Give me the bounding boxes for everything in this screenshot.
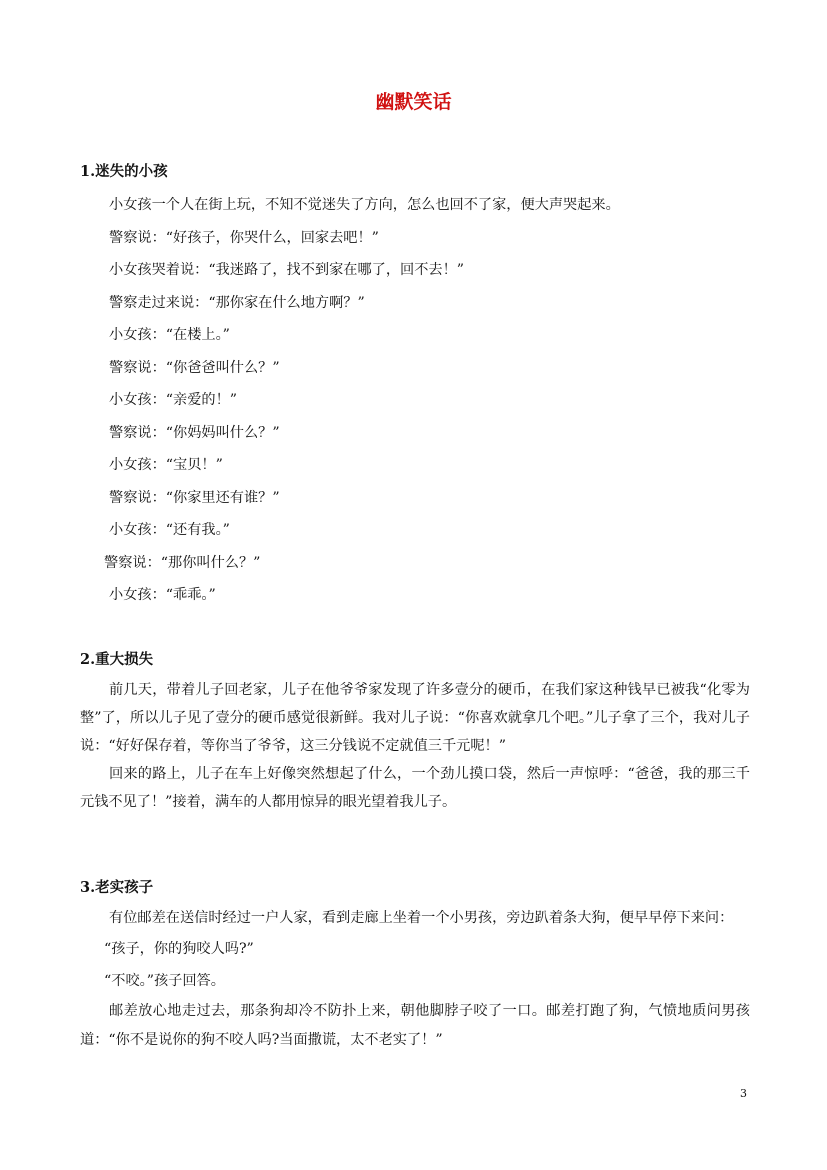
document-title: 幽默笑话 xyxy=(375,91,452,113)
section-heading: 2.重大损失 xyxy=(80,651,154,668)
paragraph: 邮差放心地走过去，那条狗却冷不防扑上来，朝他脚脖子咬了一口。邮差打跑了狗，气愤地质问男孩道：“你不是说你的狗不咬人吗?当面撒谎，太不老实了！” xyxy=(80,1003,750,1048)
dialogue-line: 警察说：“好孩子，你哭什么，回家去吧！” xyxy=(109,229,379,246)
dialogue-line: 警察说：“你妈妈叫什么？” xyxy=(109,424,280,441)
dialogue-line: 小女孩：“乖乖。” xyxy=(109,587,216,603)
dialogue-line: 小女孩：“宝贝！” xyxy=(109,457,223,473)
dialogue-line: 小女孩哭着说：“我迷路了，找不到家在哪了，回不去！” xyxy=(109,262,465,278)
dialogue-line: 小女孩：“在楼上。” xyxy=(109,327,230,343)
dialogue-line: “孩子，你的狗咬人吗?” xyxy=(104,941,254,957)
dialogue-line: 警察说：“你爸爸叫什么？” xyxy=(109,359,280,376)
section-heading: 3.老实孩子 xyxy=(80,879,154,896)
section-lost-child xyxy=(80,162,750,612)
dialogue-line: “不咬。”孩子回答。 xyxy=(104,973,225,989)
dialogue-line: 警察说：“那你叫什么？” xyxy=(104,554,261,571)
dialogue-line: 小女孩：“还有我。” xyxy=(109,522,230,538)
paragraph: 回来的路上，儿子在车上好像突然想起了什么，一个劲儿摸口袋，然后一声惊呼：“爸爸，我的那三千元钱不见了！”接着，满车的人都用惊异的眼光望着我儿子。 xyxy=(80,766,750,810)
section-heading: 1.迷失的小孩 xyxy=(80,163,168,180)
section-great-loss xyxy=(80,650,750,816)
paragraph: 前几天，带着儿子回老家，儿子在他爷爷家发现了许多壹分的硬币，在我们家这种钱早已被我“化零为整”了，所以儿子见了壹分的硬币感觉很新鲜。我对儿子说：“你喜欢就拿几个吧。”儿子拿了三个，我对儿子说：“好好保存着，等你当了爷爷，这三分钱说不定就值三千元呢！” xyxy=(80,682,750,754)
paragraph: 小女孩一个人在街上玩，不知不觉迷失了方向，怎么也回不了家，便大声哭起来。 xyxy=(109,197,620,213)
page-number: 3 xyxy=(740,1087,747,1100)
paragraph: 有位邮差在送信时经过一户人家，看到走廊上坐着一个小男孩，旁边趴着条大狗，便早早停下来问： xyxy=(109,910,734,926)
dialogue-line: 小女孩：“亲爱的！” xyxy=(109,392,238,408)
dialogue-line: 警察走过来说：“那你家在什么地方啊？” xyxy=(109,294,365,311)
section-honest-kid xyxy=(80,878,750,1055)
dialogue-line: 警察说：“你家里还有谁？” xyxy=(109,489,280,506)
